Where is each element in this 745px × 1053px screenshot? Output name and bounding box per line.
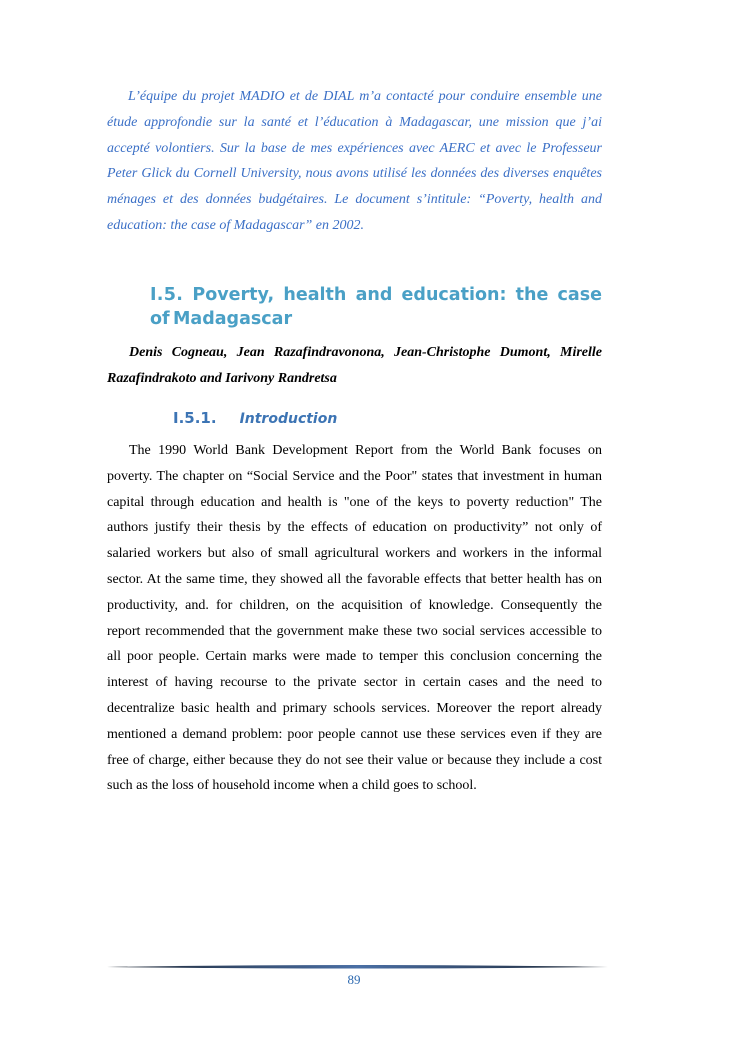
section-number: I.5.: [150, 285, 184, 305]
body-paragraph: The 1990 World Bank Development Report from the World Bank focuses on poverty. The chapter on “Social Service and the Poor" states that investment in human capital through education and health is "one of the keys to poverty reduction" The authors justify their thesis by the effects of education on productivity” not only of salaried workers but also of small agricultural workers and workers in the informal sector. At the same time, they showed all the favorable effects that better health has on productivity, and. for children, on the acquisition of knowledge. Consequently the report recommended that the government make these two social services accessible to all poor people. Certain marks were made to temper this conclusion concerning the interest of having recourse to the private sector in certain cases and the need to decentralize basic health and primary schools services. Moreover the report already mentioned a demand problem: poor people cannot use these services even if they are free of charge, either because they do not see their value or because they include a cost such as the loss of household income when a child goes to school.: [107, 443, 602, 794]
subsection-heading: [173, 406, 337, 431]
subsection-title: Introduction: [239, 411, 338, 427]
footer-divider: [107, 963, 608, 971]
page-number: 89: [347, 972, 361, 987]
subsection-number: I.5.1.: [173, 409, 217, 427]
section-title-line1: Poverty, health and education: the case of: [150, 285, 602, 329]
section-authors: Denis Cogneau, Jean Razafindravonona, Jean-Christophe Dumont, Mirelle Razafindrakoto and Iarivony Randretsa: [107, 345, 602, 386]
section-title-line2: Madagascar: [173, 309, 293, 329]
intro-paragraph: L’équipe du projet MADIO et de DIAL m’a contacté pour conduire ensemble une étude approfondie sur la santé et l’éducation à Madagascar, une mission que j’ai accepté volontiers. Sur la base de mes expériences avec AERC et avec le Professeur Peter Glick du Cornell University, nous avons utilisé les données des diverses enquêtes ménages et des données budgétaires. Le document s’intitule: “Poverty, health and education: the case of Madagascar” en 2002.: [107, 89, 602, 233]
